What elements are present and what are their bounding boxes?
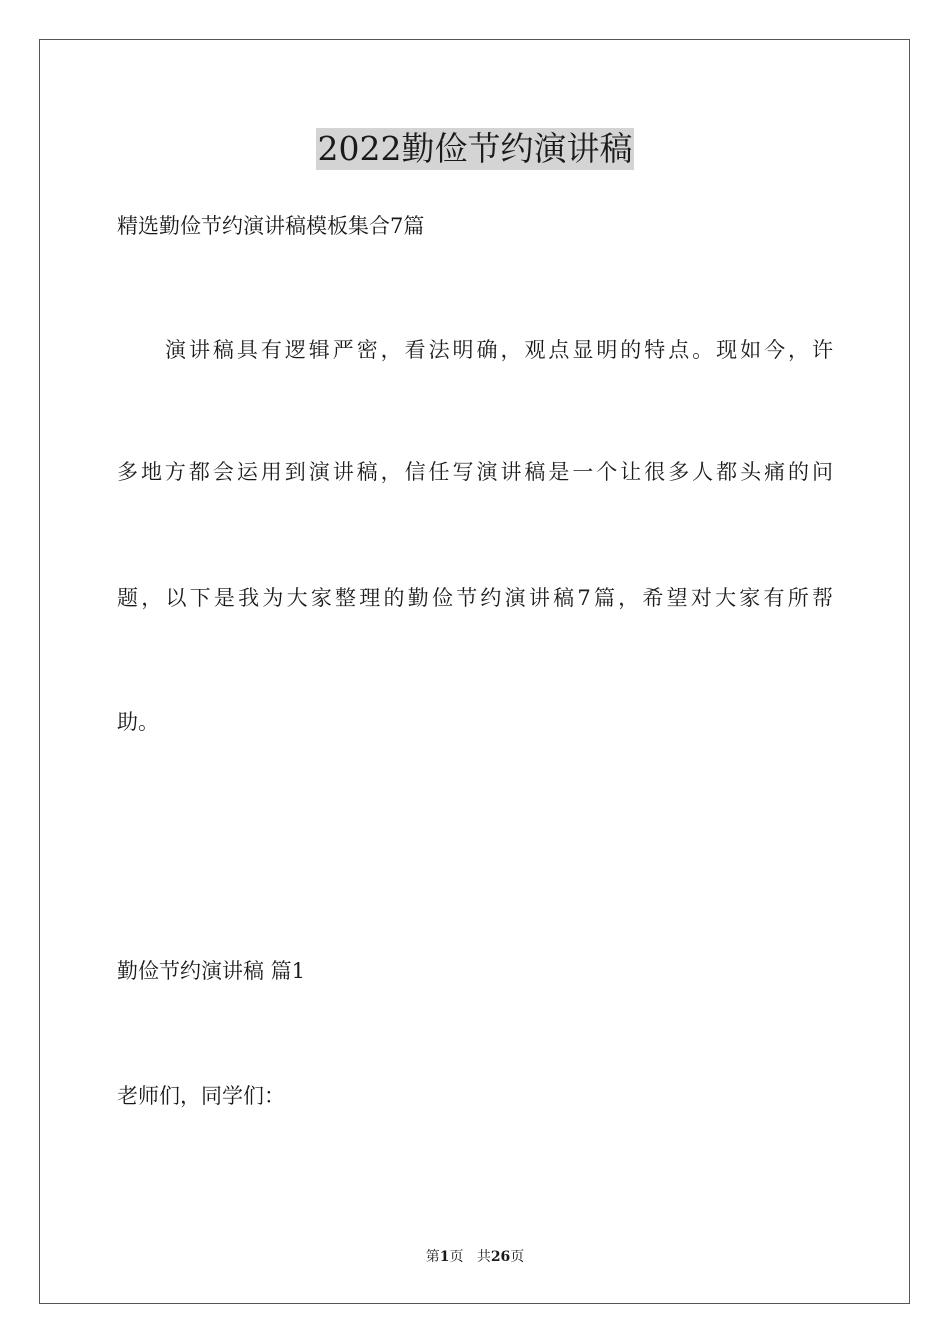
footer-page-number: 1 [439, 1249, 450, 1265]
footer-total-pages: 26 [490, 1249, 511, 1265]
footer-page-prefix: 第 [425, 1249, 440, 1265]
title-container [0, 128, 950, 170]
document-subtitle: 精选勤俭节约演讲稿模板集合7篇 [117, 214, 425, 238]
document-title: 2022勤俭节约演讲稿 [317, 129, 633, 168]
intro-line-2: 多地方都会运用到演讲稿，信任写演讲稿是一个让很多人都头痛的问 [117, 460, 833, 484]
page-footer [0, 1247, 950, 1267]
footer-total-prefix: 共 [476, 1249, 491, 1265]
intro-line-4: 助。 [117, 710, 159, 734]
section-heading: 勤俭节约演讲稿 篇1 [117, 959, 306, 983]
footer-page-suffix: 页 [449, 1249, 464, 1265]
intro-line-3: 题，以下是我为大家整理的勤俭节约演讲稿7篇，希望对大家有所帮 [117, 586, 833, 610]
intro-line-1: 演讲稿具有逻辑严密，看法明确，观点显明的特点。现如今，许 [165, 338, 833, 362]
footer-total-suffix: 页 [510, 1249, 525, 1265]
greeting: 老师们，同学们： [117, 1084, 285, 1108]
